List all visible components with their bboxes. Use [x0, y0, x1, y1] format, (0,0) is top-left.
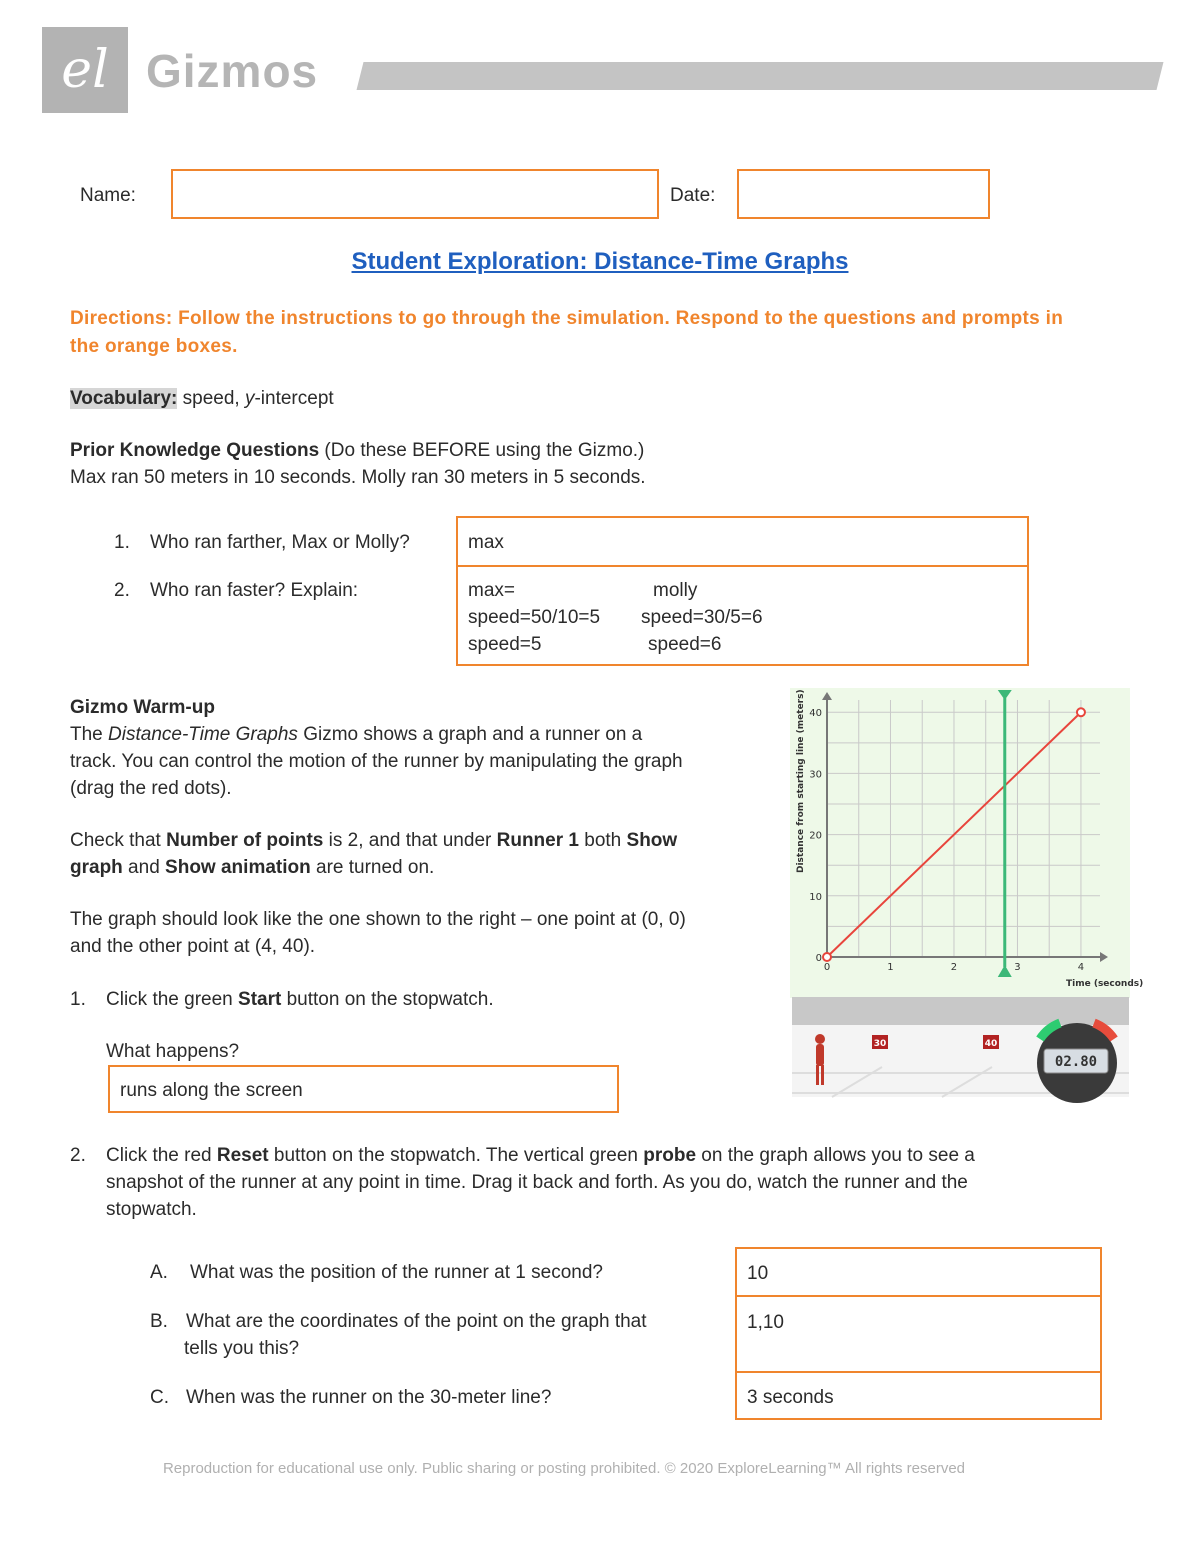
warmup-p1-line3: (drag the red dots).: [70, 778, 232, 799]
warmup-heading: Gizmo Warm-up: [70, 697, 215, 718]
marker-30-label: 30: [873, 1039, 887, 1049]
warmup-p3-line1: The graph should look like the one shown to the right – one point at (0, 0): [70, 909, 686, 930]
y-tick-label: 40: [809, 708, 822, 720]
prior-q1: 1. Who ran farther, Max or Molly?: [114, 532, 410, 553]
distance-time-chart: [790, 688, 1144, 998]
sub-c-question: C. When was the runner on the 30-meter line?: [150, 1387, 552, 1408]
gizmos-logo: el: [42, 27, 128, 113]
sub-c-answer: 3 seconds: [747, 1387, 834, 1408]
footer: Reproduction for educational use only. Public sharing or posting prohibited. © 2020 ExploreLearning™ All rights reserved: [162, 1460, 966, 1477]
warmup-p1-line1: The Distance-Time Graphs Gizmo shows a graph and a runner on a: [70, 724, 643, 745]
y-axis-label: Distance from starting line (meters): [796, 689, 806, 873]
sub-b-answer-box[interactable]: [735, 1295, 1102, 1373]
warmup-q1-answer: runs along the screen: [120, 1080, 303, 1101]
y-tick-label: 0: [815, 953, 822, 964]
sub-a-answer-box[interactable]: [735, 1247, 1102, 1297]
x-axis-label: Time (seconds): [1066, 979, 1144, 989]
x-tick-label: 0: [823, 962, 831, 973]
prior-q2-answer-molly: molly speed=30/5=6 speed=6: [641, 580, 763, 655]
x-tick-label: 2: [950, 962, 958, 973]
y-tick-label: 30: [809, 769, 822, 781]
header-bar: [357, 62, 1164, 90]
warmup-q1: 1. Click the green Start button on the stopwatch.: [70, 989, 494, 1010]
warmup-q2-line3: stopwatch.: [106, 1199, 197, 1220]
date-label: Date:: [670, 185, 716, 206]
y-tick-label: 10: [809, 891, 822, 903]
name-field[interactable]: [171, 169, 659, 219]
warmup-q2-line1: 2. Click the red Reset button on the stopwatch. The vertical green probe on the graph allows you to see a: [70, 1145, 975, 1166]
sub-a-answer: 10: [747, 1263, 769, 1284]
warmup-p2-line1: Check that Number of points is 2, and that under Runner 1 both Show: [70, 830, 678, 851]
directions: Directions: Follow the instructions to go through the simulation. Respond to the questions and prompts in the orange boxes.: [70, 308, 1064, 357]
warmup-q2-line2: snapshot of the runner at any point in time. Drag it back and forth. As you do, watch the runner and the: [106, 1172, 968, 1193]
warmup-p1-line2: track. You can control the motion of the runner by manipulating the graph: [70, 751, 683, 772]
vocabulary: Vocabulary: speed, y-intercept: [70, 388, 334, 409]
y-tick-label: 20: [809, 830, 822, 842]
prior-heading: Prior Knowledge Questions (Do these BEFORE using the Gizmo.): [70, 440, 645, 461]
sub-b-question-line2: tells you this?: [184, 1338, 300, 1359]
runner-track: [792, 1025, 1129, 1097]
prior-q2: 2. Who ran faster? Explain:: [114, 580, 359, 601]
warmup-q1-prompt: What happens?: [106, 1041, 240, 1062]
date-field[interactable]: [737, 169, 990, 219]
warmup-q1-answer-box[interactable]: [108, 1065, 619, 1113]
x-tick-label: 3: [1014, 962, 1021, 973]
sub-c-answer-box[interactable]: [735, 1371, 1102, 1420]
prior-q1-answer-box[interactable]: [456, 516, 1029, 567]
warmup-p3-line2: and the other point at (4, 40).: [70, 936, 316, 957]
warmup-p2-line2: graph and Show animation are turned on.: [70, 857, 435, 878]
prior-intro: Max ran 50 meters in 10 seconds. Molly ran 30 meters in 5 seconds.: [70, 467, 646, 488]
sub-a-question: A. What was the position of the runner at 1 second?: [150, 1262, 603, 1283]
x-tick-label: 4: [1077, 962, 1085, 973]
stopwatch-time: 02.80: [1054, 1054, 1098, 1070]
draggable-point[interactable]: [823, 953, 831, 961]
sub-b-question: B. What are the coordinates of the point on the graph that: [150, 1311, 647, 1332]
name-label: Name:: [80, 185, 136, 206]
sub-b-answer: 1,10: [747, 1312, 784, 1333]
prior-q2-answer-max: max= speed=50/10=5 speed=5: [468, 580, 601, 655]
marker-40-label: 40: [984, 1039, 998, 1049]
prior-q2-answer-box[interactable]: [456, 565, 1029, 666]
chart-background: [790, 688, 1130, 998]
page-title: Student Exploration: Distance-Time Graphs: [351, 248, 849, 275]
x-tick-label: 1: [887, 962, 894, 973]
prior-q1-answer: max: [468, 532, 504, 553]
track-header: [792, 997, 1129, 1025]
draggable-point[interactable]: [1077, 708, 1085, 716]
brand-name: Gizmos: [146, 45, 319, 97]
